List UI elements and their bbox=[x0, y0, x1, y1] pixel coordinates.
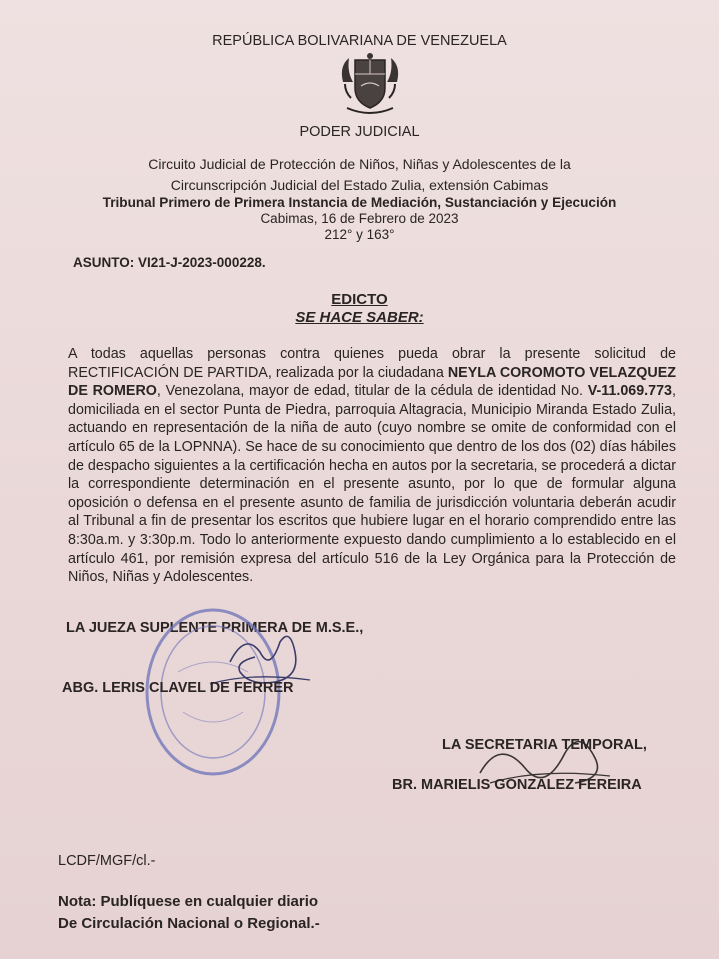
coat-of-arms-emblem bbox=[335, 52, 405, 118]
republic-heading: REPÚBLICA BOLIVARIANA DE VENEZUELA bbox=[212, 33, 507, 49]
case-subject: ASUNTO: VI21-J-2023-000228. bbox=[73, 255, 266, 270]
circuit-line-2: Circunscripción Judicial del Estado Zulia, extensión Cabimas bbox=[170, 177, 549, 193]
hereby-notice-title: SE HACE SABER: bbox=[295, 309, 424, 326]
circuit-line-1: Circuito Judicial de Protección de Niños, Niñas y Adolescentes de la bbox=[148, 156, 571, 172]
reference-initials: LCDF/MGF/cl.- bbox=[58, 853, 156, 869]
secretary-title: LA SECRETARIA TEMPORAL, bbox=[442, 737, 647, 753]
tribunal-line: Tribunal Primero de Primera Instancia de Mediación, Sustanciación y Ejecución bbox=[102, 195, 617, 210]
judicial-power-heading: PODER JUDICIAL bbox=[299, 124, 420, 140]
edict-title: EDICTO bbox=[331, 291, 388, 308]
applicant-name: NEYLA COROMOTO VELAZQUEZ DE ROMERO bbox=[68, 364, 676, 400]
publication-note-line-2: De Circulación Nacional o Regional.- bbox=[58, 915, 320, 932]
place-date: Cabimas, 16 de Febrero de 2023 bbox=[260, 211, 459, 226]
secretary-name: BR. MARIELIS GONZALEZ FEREIRA bbox=[392, 777, 642, 793]
body-text-2: , Venezolana, mayor de edad, titular de la cédula de identidad No. bbox=[156, 383, 588, 400]
years-line: 212° y 163° bbox=[324, 227, 395, 242]
edict-body bbox=[68, 345, 676, 587]
body-text-1: A todas aquellas personas contra quienes pueda obrar la presente solicitud de RECTIFICACIÓN DE PARTIDA, realizada por la ciudadana bbox=[68, 346, 676, 381]
judge-title: LA JUEZA SUPLENTE PRIMERA DE M.S.E., bbox=[66, 620, 364, 636]
body-text-3: , domiciliada en el sector Punta de Piedra, parroquia Altagracia, Municipio Miranda Estado Zulia, actuando en representación de la niña de auto (cuyo nombre se omite de conformidad con el artículo 65 de la LOPNNA). Se hace de su conocimiento que dentro de los dos (02) días hábiles de despacho siguientes a la certificación hecha en autos por la secretaria, se procederá a dictar la correspondiente determinación en el presente asunto, por lo que de formular alguna oposición o defensa en el presente asunto de familia de jurisdicción voluntaria deberán acudir al Tribunal a fin de presentar los escritos que hubiere lugar en el horario comprendido entre las 8:30a.m. y 3:30p.m. Todo lo anteriormente expuesto dando cumplimiento a lo establecido en el artículo 461, por remisión expresa del artículo 516 de la Ley Orgánica para la Protección de Niños, Niñas y Adolescentes. bbox=[68, 383, 676, 586]
applicant-id: V-11.069.773 bbox=[587, 383, 673, 400]
publication-note-line-1: Nota: Publíquese en cualquier diario bbox=[58, 893, 319, 910]
judge-name: ABG. LERIS CLAVEL DE FERRER bbox=[62, 680, 294, 696]
